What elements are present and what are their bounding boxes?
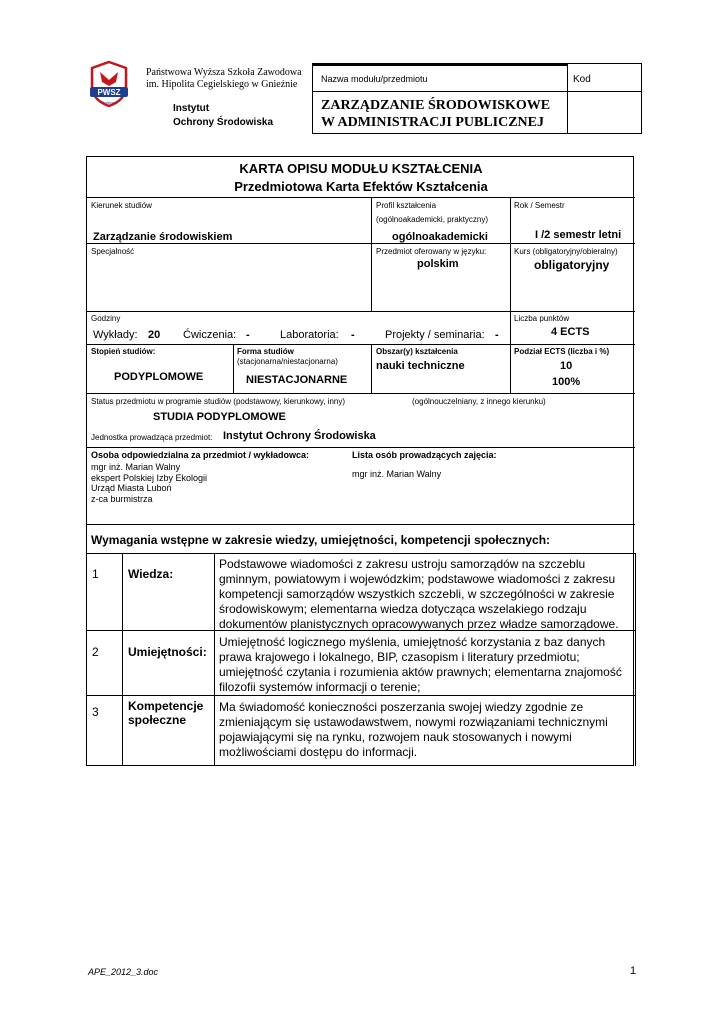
punkty-label: Liczba punktów: [514, 314, 570, 323]
osoba-label: Osoba odpowiedzialna za przedmiot / wykładowca:: [91, 450, 310, 460]
req-2-name: Umiejętności:: [128, 645, 207, 659]
profil-sublabel: (ogólnoakademicki, praktyczny): [376, 215, 489, 224]
stopien-value: PODYPLOMOWE: [114, 371, 204, 383]
status-label: Status przedmiotu w programie studiów (podstawowy, kierunkowy, inny): [91, 397, 346, 406]
school-name: Państwowa Wyższa Szkoła Zawodowa im. Hipolita Cegielskiego w Gnieźnie: [146, 67, 302, 90]
wyklady-label: Wykłady:: [93, 329, 138, 341]
req-3-name: Kompetencje społeczne: [128, 699, 204, 727]
cwiczenia-label: Ćwiczenia:: [183, 329, 237, 341]
specjalnosc-label: Specjalność: [91, 247, 135, 256]
obszar-label: Obszar(y) kształcenia: [376, 347, 458, 356]
kurs-label: Kurs (obligatoryjny/obieralny): [514, 247, 618, 256]
stopien-label: Stopień studiów:: [91, 347, 156, 356]
profil-label: Profil kształcenia: [376, 201, 437, 210]
kurs-value: obligatoryjny: [534, 258, 610, 272]
logo-text: PWSZ: [97, 88, 121, 97]
rok-value: I /2 semestr letni: [535, 229, 622, 241]
jednostka-label: Jednostka prowadząca przedmiot:: [91, 433, 213, 442]
lista-value: mgr inż. Marian Walny: [352, 469, 442, 479]
osoba-details: mgr inż. Marian Walny ekspert Polskiej Izby Ekologii Urząd Miasta Luboń z-ca burmistrza: [91, 462, 208, 504]
podzial-label: Podział ECTS (liczba i %): [514, 347, 610, 356]
req-1-name: Wiedza:: [128, 567, 174, 581]
kierunek-label: Kierunek studiów: [91, 201, 152, 210]
podzial-value-percent: 100%: [552, 376, 581, 388]
profil-value: ogólnoakademicki: [392, 231, 488, 243]
code-label: Kod: [573, 74, 591, 85]
lista-label: Lista osób prowadzących zajęcia:: [352, 450, 497, 460]
module-title: ZARZĄDZANIE ŚRODOWISKOWE W ADMINISTRACJI PUBLICZNEJ: [321, 98, 551, 130]
req-1-text: Podstawowe wiadomości z zakresu ustroju samorządów na szczeblu gminnym, powiatowym i wojewódzkim; podstawowe wiadomości z zakresu kompetencji samorządów wszystkich szczebli, w szczególności w zakresie środowiskowym; elementarna wiedza dotycząca wszelakiego rodzaju dokumentów planistycznych opracowywanych przez władze samorządowe.: [219, 557, 619, 631]
page-number: 1: [630, 965, 637, 977]
req-2-number: 2: [92, 645, 99, 659]
card-subtitle: Przedmiotowa Karta Efektów Kształcenia: [234, 179, 488, 194]
rok-label: Rok / Semestr: [514, 201, 565, 210]
jednostka-value: Instytut Ochrony Środowiska: [223, 430, 376, 442]
jezyk-label: Przedmiot oferowany w języku:: [376, 247, 487, 256]
module-name-box: [312, 63, 642, 134]
module-card: [86, 156, 634, 766]
card-title: KARTA OPISU MODUŁU KSZTAŁCENIA: [239, 161, 483, 176]
req-2-text: Umiejętność logicznego myślenia, umiejętność korzystania z baz danych prawa krajowego i lokalnego, BIP, czasopism i literatury przedmiotu; umiejętność czytania i rozumienia aktów prawnych; elementarna znajomość filozofii systemów informacji o terenie;: [219, 635, 622, 694]
institute-name: Ochrony Środowiska: [173, 117, 274, 128]
forma-sublabel: (stacjonarna/niestacjonarna): [237, 357, 338, 366]
forma-label: Forma studiów: [237, 347, 294, 356]
laboratoria-value: -: [351, 329, 355, 341]
forma-value: NIESTACJONARNE: [246, 374, 348, 386]
svg-text:Gniezno: Gniezno: [101, 100, 117, 105]
godziny-label: Godziny: [91, 314, 121, 323]
punkty-value: 4 ECTS: [551, 326, 590, 338]
req-1-number: 1: [92, 567, 99, 581]
projekty-value: -: [495, 329, 499, 341]
kierunek-value: Zarządzanie środowiskiem: [93, 231, 233, 243]
req-3-text: Ma świadomość konieczności poszerzania swojej wiedzy zgodnie ze zmieniającym się ustawodawstwem, nowymi rozwiązaniami technicznymi pojawiającymi się na rynku, rozwojem nauk stosowanych i nowymi możliwościami dostępu do informacji.: [219, 700, 608, 759]
school-logo: [86, 60, 132, 108]
obszar-value: nauki techniczne: [376, 360, 465, 372]
req-3-number: 3: [92, 705, 99, 719]
institute-label: Instytut: [173, 103, 210, 114]
wyklady-value: 20: [148, 329, 161, 341]
module-name-label: Nazwa modułu/przedmiotu: [321, 74, 428, 84]
podzial-value-count: 10: [560, 360, 573, 372]
projekty-label: Projekty / seminaria:: [385, 329, 485, 341]
footer-filename: APE_2012_3.doc: [88, 967, 159, 977]
status-value: STUDIA PODYPLOMOWE: [153, 411, 286, 423]
wymagania-heading: Wymagania wstępne w zakresie wiedzy, umiejętności, kompetencji społecznych:: [91, 533, 551, 547]
laboratoria-label: Laboratoria:: [280, 329, 339, 341]
jezyk-value: polskim: [417, 258, 459, 270]
status-label-2: (ogólnouczelniany, z innego kierunku): [412, 397, 546, 406]
cwiczenia-value: -: [246, 329, 250, 341]
